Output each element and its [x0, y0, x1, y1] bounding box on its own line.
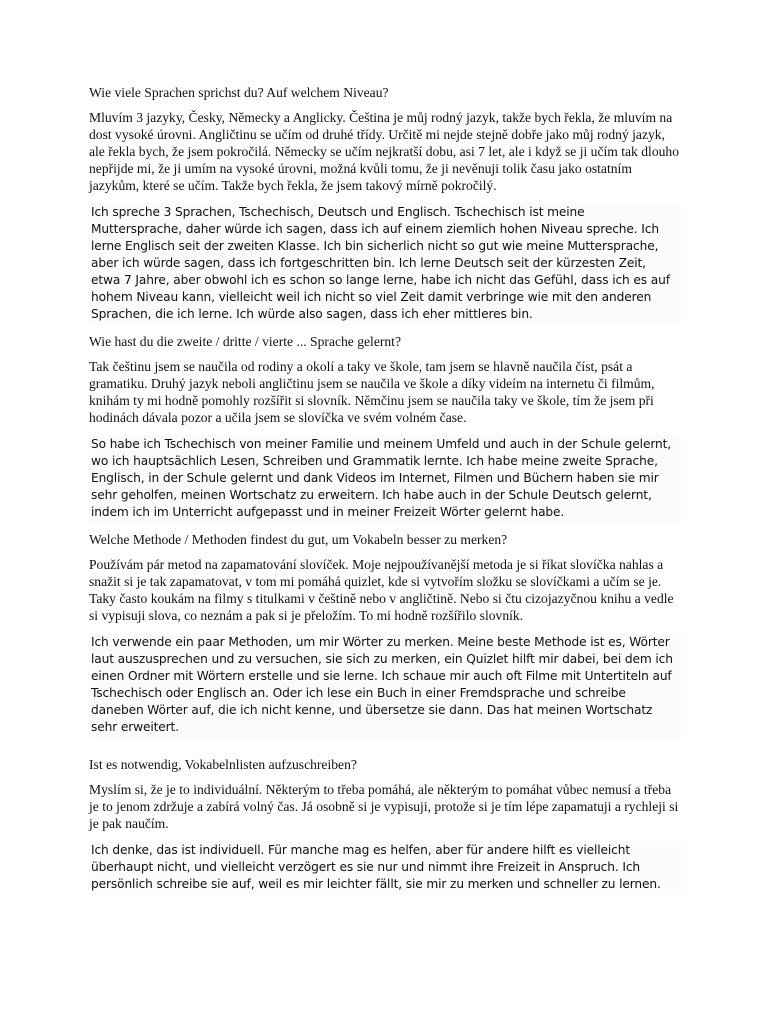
question-heading: Wie hast du die zweite / dritte / vierte ... Sprache gelernt? [89, 334, 401, 349]
qa-section [89, 84, 681, 325]
german-translation: So habe ich Tschechisch von meiner Familie und meinem Umfeld und auch in der Schule gelernt, wo ich hauptsächlich Lesen, Schreiben und Grammatik lernte. Ich habe meine zweite Sprache, Englisch, in der Schule gelernt und dank Videos im Internet, Filmen und Büchern haben sie mir sehr geholfen, meinen Wortschatz zu erweitern. Ich habe auch in der Schule Deutsch gelernt, indem ich im Unterricht aufgepasst und in meiner Freizeit Wörter gelernt habe. [89, 435, 681, 523]
qa-section [89, 333, 681, 523]
czech-answer: Tak češtinu jsem se naučila od rodiny a okolí a taky ve škole, tam jsem se hlavně naučila číst, psát a gramatiku. Druhý jazyk neboli angličtinu jsem se naučila ve škole a díky videím na internetu či filmům, knihám ty mi hodně pomohly rozšířit si slovník. Němčinu jsem se naučila taky ve škole, tím že jsem při hodinách dávala pozor a učila jsem se slovíčka ve svém volném čase. [89, 359, 655, 425]
czech-answer: Používám pár metod na zapamatování slovíček. Moje nejpoužívanější metoda je si říkat slovíčka nahlas a snažit si je tak zapamatovat, v tom mi pomáhá quizlet, kde si vytvořím složku se slovíčkami a učím se je. Taky často koukám na filmy s titulkami v češtině nebo v angličtině. Nebo si čtu cizojazyčnou knihu a vedle si vypisuji slova, co neznám a pak si je přeložím. To mi hodně rozšířilo slovník. [89, 557, 674, 623]
qa-section [89, 531, 681, 738]
german-translation: Ich verwende ein paar Methoden, um mir Wörter zu merken. Meine beste Methode ist es, Wörter laut auszusprechen und zu versuchen, sie sich zu merken, ein Quizlet hilft mir dabei, bei dem ich einen Ordner mit Wörtern erstelle und sie lerne. Ich schaue mir auch oft Filme mit Untertiteln auf Tschechisch oder Englisch an. Oder ich lese ein Buch in einer Fremdsprache und schreibe daneben Wörter auf, die ich nicht kenne, und übersetze sie dann. Das hat meinen Wortschatz sehr erweitert. [89, 633, 681, 738]
document-page [89, 84, 681, 903]
question-heading: Ist es notwendig, Vokabelnlisten aufzuschreiben? [89, 757, 357, 772]
german-translation: Ich denke, das ist individuell. Für manche mag es helfen, aber für andere hilft es vielleicht überhaupt nicht, und vielleicht verzögert es sie nur und nimmt ihre Freizeit in Anspruch. Ich persönlich schreibe sie auf, weil es mir leichter fällt, sie mir zu merken und schneller zu lernen. [89, 841, 681, 895]
german-translation: Ich spreche 3 Sprachen, Tschechisch, Deutsch und Englisch. Tschechisch ist meine Muttersprache, daher würde ich sagen, dass ich auf einem ziemlich hohen Niveau spreche. Ich lerne Englisch seit der zweiten Klasse. Ich bin sicherlich nicht so gut wie meine Muttersprache, aber ich würde sagen, dass ich fortgeschritten bin. Ich lerne Deutsch seit der kürzesten Zeit, etwa 7 Jahre, aber obwohl ich es schon so lange lerne, habe ich nicht das Gefühl, dass ich es auf hohem Niveau kann, vielleicht weil ich nicht so viel Zeit damit verbringe wie mit den anderen Sprachen, die ich lerne. Ich würde also sagen, dass ich eher mittleres bin. [89, 203, 681, 325]
question-heading: Welche Methode / Methoden findest du gut, um Vokabeln besser zu merken? [89, 532, 508, 547]
czech-answer: Myslím si, že je to individuální. Některým to třeba pomáhá, ale některým to pomáhat vůbec nemusí a třeba je to jenom zdržuje a zabírá volný čas. Já osobně si je vypisuji, protože si je tím lépe zapamatuji a rychleji si je pak naučím. [89, 782, 679, 831]
czech-answer: Mluvím 3 jazyky, Česky, Německy a Anglicky. Čeština je můj rodný jazyk, takže bych řekla, že mluvím na dost vysoké úrovni. Angličtinu se učím od druhé třídy. Určitě mi nejde stejně dobře jako můj rodný jazyk, ale řekla bych, že jsem pokročilá. Německy se učím nejkratší dobu, asi 7 let, ale i když se ji učím tak dlouho nepřijde mi, že ji umím na vysoké úrovni, možná kvůli tomu, že ji nevěnuji tolik času jako ostatním jazykům, které se učím. Takže bych řekla, že jsem takový mírně pokročilý. [89, 110, 680, 193]
question-heading: Wie viele Sprachen sprichst du? Auf welchem Niveau? [89, 85, 389, 100]
qa-section [89, 756, 681, 895]
